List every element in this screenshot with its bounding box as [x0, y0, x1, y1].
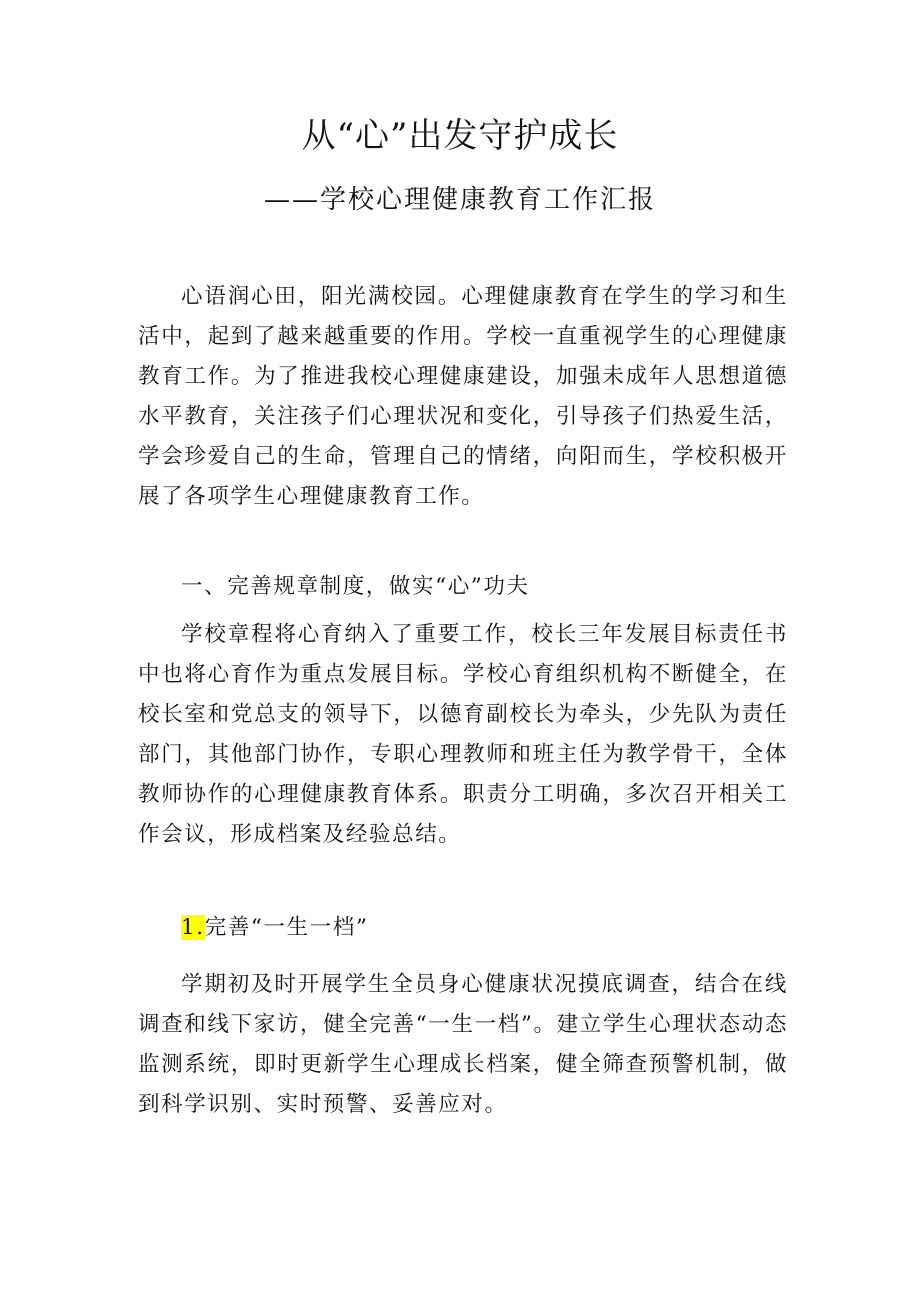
section-heading-1: 一、完善规章制度，做实“心”功夫 — [181, 574, 530, 599]
intro-paragraph: 心语润心田，阳光满校园。心理健康教育在学生的学习和生活中，起到了越来越重要的作用。学校一直重视学生的心理健康教育工作。为了推进我校心理健康建设，加强未成年人思想道德水平教育，关注孩子们心理状况和变化，引导孩子们热爱生活，学会珍爱自己的生命，管理自己的情绪，向阳而生，学校积极开展了各项学生心理健康教育工作。 — [138, 284, 788, 509]
item-heading-text: 完善“一生一档” — [204, 915, 369, 940]
document-title: 从“心”出发守护成长 — [301, 116, 619, 156]
item-1-paragraph: 学期初及时开展学生全员身心健康状况摸底调查，结合在线调查和线下家访，健全完善“一生一档”。建立学生心理状态动态监测系统，即时更新学生心理成长档案，健全筛查预警机制，做到科学识别、实时预警、妥善应对。 — [138, 972, 788, 1117]
document-subtitle: ——学校心理健康教育工作汇报 — [263, 185, 656, 215]
highlighted-number: 1. — [181, 915, 205, 940]
section-1-paragraph: 学校章程将心育纳入了重要工作，校长三年发展目标责任书中也将心育作为重点发展目标。学校心育组织机构不断健全，在校长室和党总支的领导下，以德育副校长为牵头，少先队为责任部门，其他部门协作，专职心理教师和班主任为教学骨干，全体教师协作的心理健康教育体系。职责分工明确，多次召开相关工作会议，形成档案及经验总结。 — [138, 622, 788, 847]
item-heading-1 — [138, 908, 788, 948]
